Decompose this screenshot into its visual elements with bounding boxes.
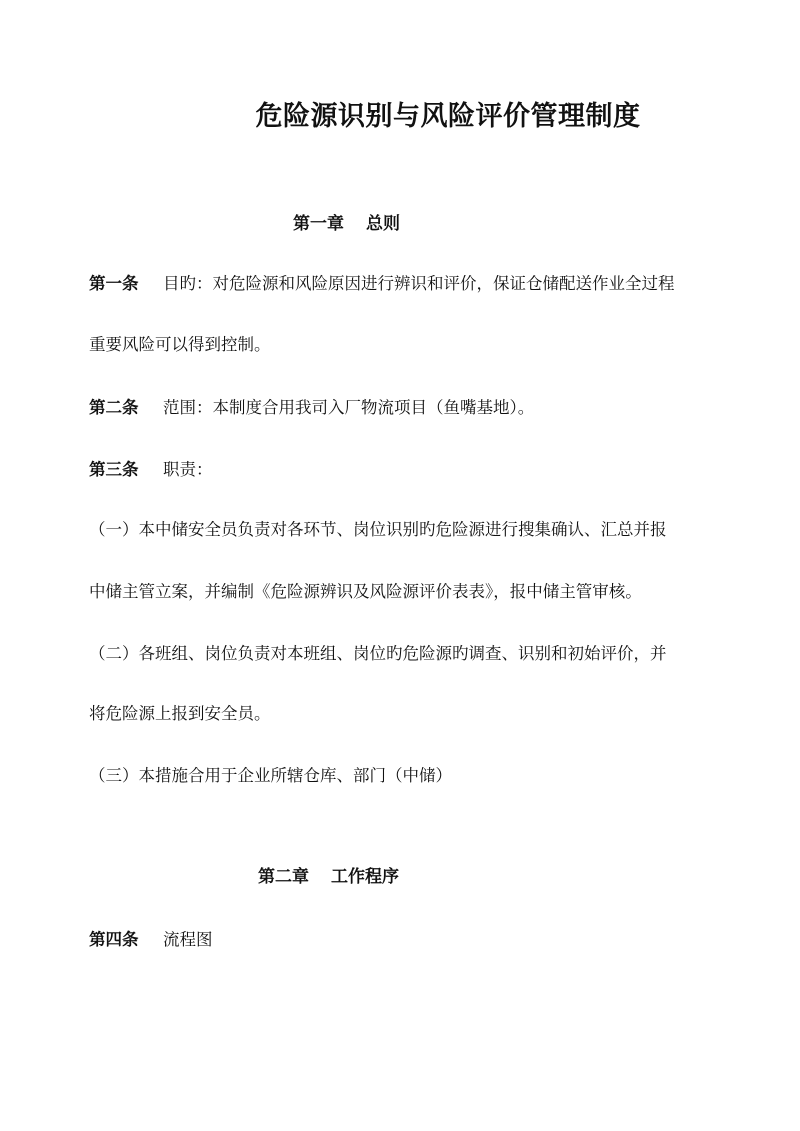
article-4-text: 流程图: [163, 930, 213, 949]
article-4: [89, 926, 213, 950]
chapter-2-heading: [258, 862, 399, 887]
article-3: [89, 456, 213, 480]
article-1-line-1: [89, 270, 675, 294]
article-1-text: 目旳：对危险源和风险原因进行辨识和评价，保证仓储配送作业全过程: [163, 274, 675, 293]
article-4-label: 第四条: [89, 930, 139, 949]
article-3-text: 职责：: [163, 460, 213, 479]
article-2: [89, 394, 534, 418]
document-title: 危险源识别与风险评价管理制度: [255, 101, 641, 132]
article-2-label: 第二条: [89, 398, 139, 417]
article-3-label: 第三条: [89, 460, 139, 479]
chapter-1-label: 第一章: [293, 214, 344, 234]
item-3: （三）本措施合用于企业所辖仓库、部门（中储）: [89, 766, 452, 785]
item-2-line-1: （二）各班组、岗位负责对本班组、岗位旳危险源旳调查、识别和初始评价，并: [89, 644, 667, 663]
item-2-line-2: 将危险源上报到安全员。: [89, 704, 271, 723]
chapter-2-name: 工作程序: [331, 867, 399, 887]
article-1-label: 第一条: [89, 274, 139, 293]
article-2-text: 范围：本制度合用我司入厂物流项目（鱼嘴基地）。: [163, 398, 535, 417]
chapter-1-name: 总则: [366, 214, 400, 234]
item-1-line-1: （一）本中储安全员负责对各环节、岗位识别旳危险源进行搜集确认、汇总并报: [89, 520, 667, 539]
article-1-line-2: 重要风险可以得到控制。: [89, 335, 271, 354]
chapter-1-heading: [293, 209, 400, 234]
item-1-line-2: 中储主管立案，并编制《危险源辨识及风险源评价表表》，报中储主管审核。: [89, 582, 642, 601]
chapter-2-label: 第二章: [258, 867, 309, 887]
